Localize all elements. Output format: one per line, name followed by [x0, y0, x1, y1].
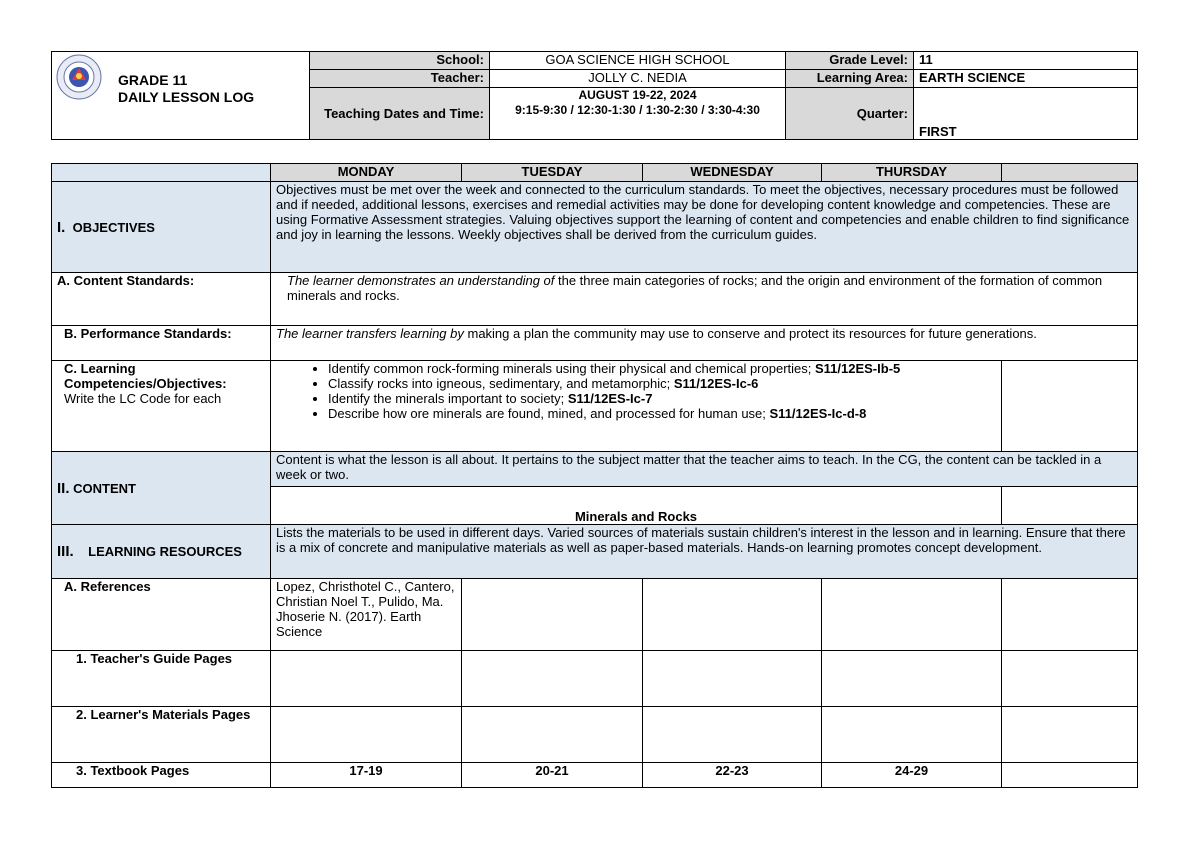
learning-area-label: Learning Area: [786, 70, 914, 88]
performance-standards-text [271, 326, 1138, 361]
learning-area-value: EARTH SCIENCE [914, 70, 1138, 88]
competencies-label: C. Learning Competencies/Objectives: [64, 361, 227, 391]
day-tuesday: TUESDAY [462, 164, 643, 182]
quarter-label: Quarter: [786, 88, 914, 140]
days-row [52, 164, 1138, 182]
learners-materials-row [52, 707, 1138, 763]
tg-wednesday [643, 651, 822, 707]
objectives-num: I. [57, 218, 66, 236]
learners-materials-label: 2. Learner's Materials Pages [52, 707, 271, 763]
textbook-row [52, 763, 1138, 788]
textbook-blank [1002, 763, 1138, 788]
quarter-value: FIRST [914, 88, 1138, 140]
deped-seal-icon [56, 54, 102, 100]
textbook-label: 3. Textbook Pages [52, 763, 271, 788]
references-monday: Lopez, Christhotel C., Cantero, Christian Noel T., Pulido, Ma. Jhoserie N. (2017). Earth Science [271, 579, 462, 651]
competency-item: • Describe how ore minerals are found, mined, and processed for human use; S11/12ES-Ic-d-8 [328, 406, 996, 421]
performance-standards-row [52, 326, 1138, 361]
grade-title: GRADE 11 [118, 72, 188, 88]
lm-blank [1002, 707, 1138, 763]
textbook-wednesday: 22-23 [643, 763, 822, 788]
lm-thursday [822, 707, 1002, 763]
content-standards-body: the three main categories of rocks; and the origin and environment of the formation of common minerals and rocks. [287, 273, 1103, 303]
competencies-label-cell [52, 361, 271, 452]
objectives-label [52, 182, 271, 273]
grade-level-value: 11 [914, 52, 1138, 70]
dates-line1: AUGUST 19-22, 2024 [578, 88, 697, 102]
references-row [52, 579, 1138, 651]
content-text: Content is what the lesson is all about. It pertains to the subject matter that the teacher aims to teach. In the CG, the content can be tackled in a week or two. [271, 452, 1138, 487]
textbook-monday: 17-19 [271, 763, 462, 788]
content-standards-label: A. Content Standards: [52, 273, 271, 326]
content-standards-italic: The learner demonstrates an understanding of [287, 273, 555, 288]
competency-item: • Identify the minerals important to society; S11/12ES-Ic-7 [328, 391, 996, 406]
content-standards-row [52, 273, 1138, 326]
references-label: A. References [52, 579, 271, 651]
lm-monday [271, 707, 462, 763]
references-wednesday [643, 579, 822, 651]
day-wednesday: WEDNESDAY [643, 164, 822, 182]
competencies-list [276, 361, 996, 421]
textbook-tuesday: 20-21 [462, 763, 643, 788]
performance-standards-label: B. Performance Standards: [52, 326, 271, 361]
content-topic: Minerals and Rocks [271, 487, 1002, 525]
competencies-row [52, 361, 1138, 452]
day-monday: MONDAY [271, 164, 462, 182]
performance-standards-italic: The learner transfers learning by [276, 326, 464, 341]
tg-thursday [822, 651, 1002, 707]
objectives-title: OBJECTIVES [72, 219, 155, 235]
content-num: II. [57, 479, 70, 497]
teachers-guide-row [52, 651, 1138, 707]
competency-item: • Identify common rock-forming minerals using their physical and chemical properties; S11/12ES-Ib-5 [328, 361, 996, 376]
content-row [52, 452, 1138, 487]
tg-blank [1002, 651, 1138, 707]
topic-blank [1002, 487, 1138, 525]
school-value: GOA SCIENCE HIGH SCHOOL [490, 52, 786, 70]
tg-monday [271, 651, 462, 707]
teachers-guide-label: 1. Teacher's Guide Pages [52, 651, 271, 707]
resources-title: LEARNING RESOURCES [88, 544, 242, 559]
lesson-log-table [51, 163, 1138, 788]
dates-value [490, 88, 786, 140]
school-label: School: [310, 52, 490, 70]
content-standards-text [271, 273, 1138, 326]
competencies-blank [1002, 361, 1138, 452]
references-blank [1002, 579, 1138, 651]
objectives-row [52, 182, 1138, 273]
log-title: DAILY LESSON LOG [118, 89, 255, 105]
references-thursday [822, 579, 1002, 651]
content-label [52, 452, 271, 525]
tg-tuesday [462, 651, 643, 707]
resources-label [52, 525, 271, 579]
competency-item: • Classify rocks into igneous, sedimentary, and metamorphic; S11/12ES-Ic-6 [328, 376, 996, 391]
competencies-sublabel: Write the LC Code for each [64, 391, 222, 406]
teacher-label: Teacher: [310, 70, 490, 88]
content-title: CONTENT [73, 480, 136, 496]
day-blank [1002, 164, 1138, 182]
resources-text: Lists the materials to be used in different days. Varied sources of materials sustain children's interest in the lesson and in learning. Ensure that there is a mix of concrete and manipulative materials as well as paper-based materials. Hands-on learning promotes concept development. [271, 525, 1138, 579]
grade-level-label: Grade Level: [786, 52, 914, 70]
dates-label: Teaching Dates and Time: [310, 88, 490, 140]
lm-wednesday [643, 707, 822, 763]
dates-line2: 9:15-9:30 / 12:30-1:30 / 1:30-2:30 / 3:30-4:30 [515, 103, 760, 117]
day-thursday: THURSDAY [822, 164, 1002, 182]
teacher-value: JOLLY C. NEDIA [490, 70, 786, 88]
header-table [51, 51, 1138, 140]
lm-tuesday [462, 707, 643, 763]
objectives-text: Objectives must be met over the week and connected to the curriculum standards. To meet the objectives, necessary procedures must be followed and if needed, additional lessons, exercises and remedial activities may be done for developing content knowledge and competencies. These are using Formative Assessment strategies. Valuing objectives support the learning of content and competencies and enable children to find significance and joy in learning the lessons. Weekly objectives shall be derived from the curriculum guides. [271, 182, 1138, 273]
performance-standards-body: making a plan the community may use to conserve and protect its resources for future generations. [463, 326, 1037, 341]
references-tuesday [462, 579, 643, 651]
resources-row [52, 525, 1138, 579]
textbook-thursday: 24-29 [822, 763, 1002, 788]
header-title-cell [52, 52, 310, 140]
competencies-list-cell [271, 361, 1002, 452]
resources-num: III. [57, 543, 74, 560]
days-corner [52, 164, 271, 182]
